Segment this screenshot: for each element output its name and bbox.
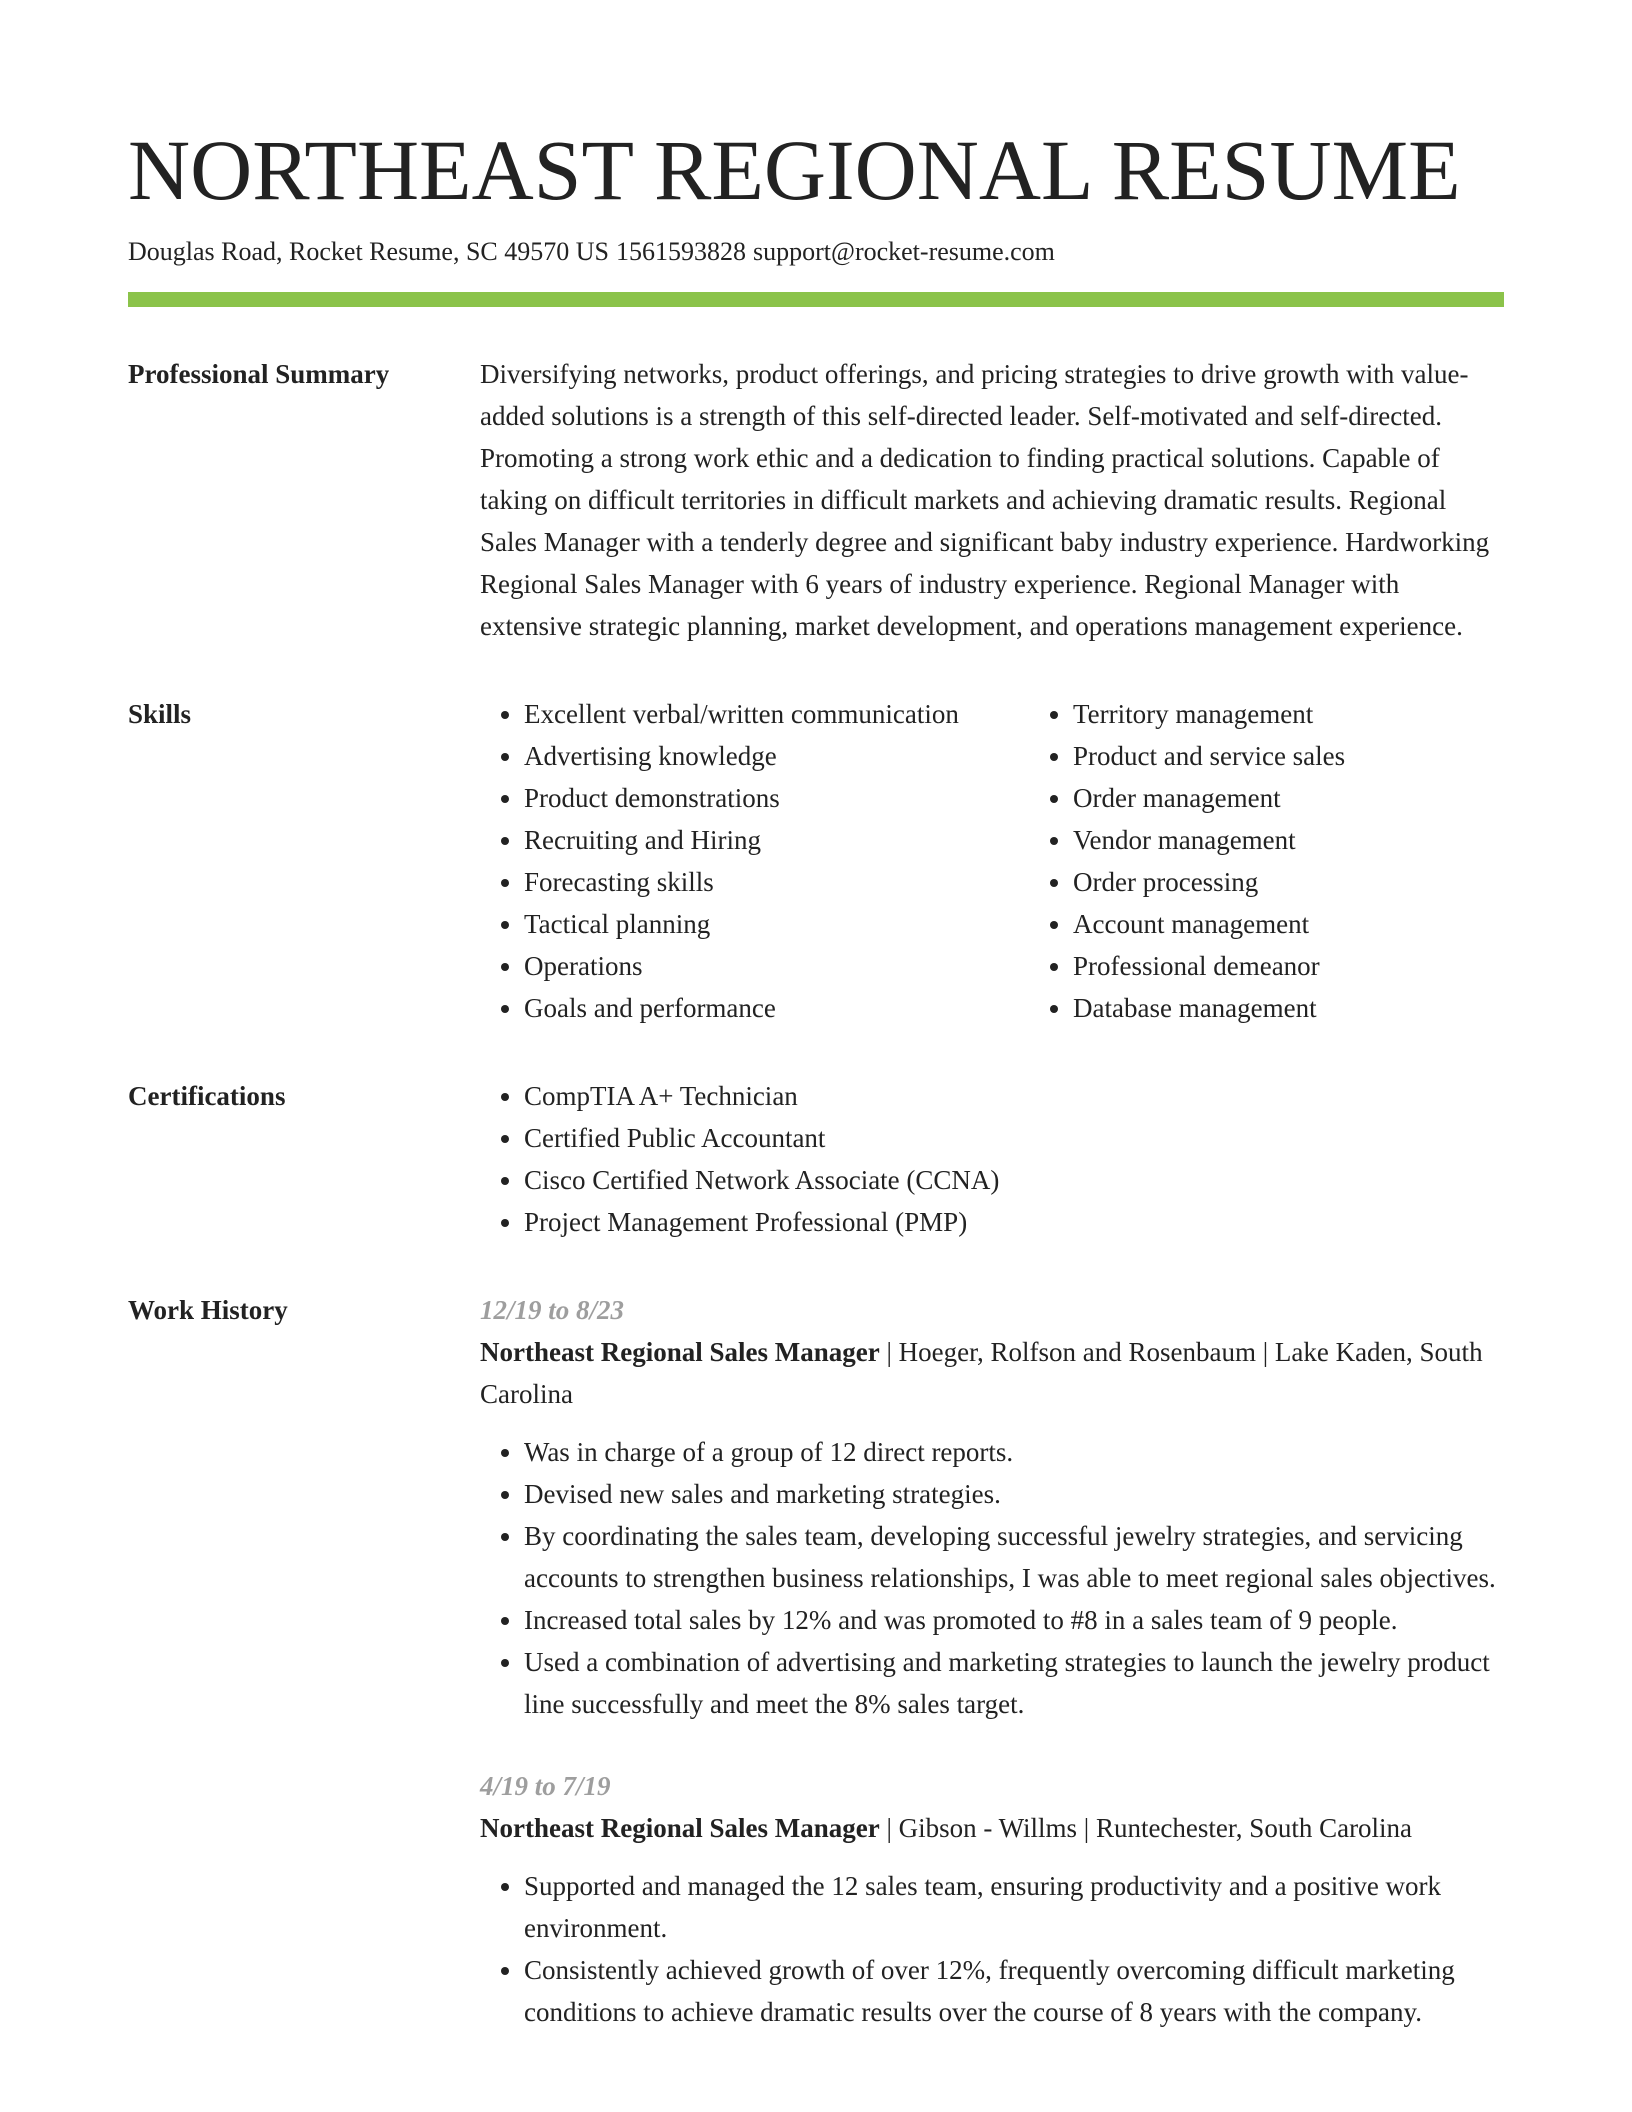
summary-text: Diversifying networks, product offerings, and pricing strategies to drive growth with value-added solutions is a strength of this self-directed leader. Self-motivated and self-directed. Promoting a strong work ethic and a dedication to finding practical solutions. Capable of taking on difficult territories in difficult markets and achieving dramatic results. Regional Sales Manager with a tenderly degree and significant baby industry experience. Hardworking Regional Sales Manager with 6 years of industry experience. Regional Manager with extensive strategic planning, market development, and operations management experience.: [480, 359, 1490, 641]
certifications-body: [480, 1075, 1504, 1243]
job-bullet: • By coordinating the sales team, developing successful jewelry strategies, and servicing accounts to strengthen business relationships, I was able to meet regional sales objectives.: [524, 1515, 1504, 1599]
job-details: | Hoeger, Rolfson and Rosenbaum | Lake Kaden, South Carolina: [480, 1337, 1483, 1409]
certification-item: • Cisco Certified Network Associate (CCNA): [524, 1159, 1504, 1201]
skill-item: • Order processing: [1073, 861, 1504, 903]
job-bullets: [480, 1865, 1504, 2033]
certification-item: • CompTIA A+ Technician: [524, 1075, 1504, 1117]
job-title: Northeast Regional Sales Manager: [480, 1813, 880, 1843]
skill-item: • Territory management: [1073, 693, 1504, 735]
contact-email: support@rocket-resume.com: [753, 237, 1055, 266]
skill-item: • Advertising knowledge: [524, 735, 1029, 777]
job-title: Northeast Regional Sales Manager: [480, 1337, 880, 1367]
summary-body: [480, 353, 1504, 647]
job-dates: 12/19 to 8/23: [480, 1295, 625, 1325]
skill-item: • Tactical planning: [524, 903, 1029, 945]
skill-item: • Excellent verbal/written communication: [524, 693, 1029, 735]
job-entry: [480, 1289, 1504, 1725]
summary-section: [128, 357, 1504, 647]
contact-phone: 1561593828: [616, 237, 746, 266]
resume-name: NORTHEAST REGIONAL RESUME: [128, 122, 1461, 218]
work-history-section: [128, 1293, 1504, 2073]
work-history-label: Work History: [128, 1295, 288, 1325]
summary-label: Professional Summary: [128, 359, 390, 389]
job-heading: [480, 1331, 1504, 1415]
job-bullet: • Supported and managed the 12 sales team, ensuring productivity and a positive work environment.: [524, 1865, 1504, 1949]
contact-line: [128, 234, 1504, 270]
contact-address: Douglas Road, Rocket Resume, SC 49570 US: [128, 237, 609, 266]
skill-item: • Vendor management: [1073, 819, 1504, 861]
certifications-label: Certifications: [128, 1081, 286, 1111]
skills-list-left: [480, 693, 1029, 1029]
certification-item: • Certified Public Accountant: [524, 1117, 1504, 1159]
job-dates: 4/19 to 7/19: [480, 1771, 611, 1801]
skill-item: • Operations: [524, 945, 1029, 987]
skill-item: • Forecasting skills: [524, 861, 1029, 903]
skills-body: [480, 693, 1504, 1029]
skills-section: [128, 697, 1504, 1029]
job-bullets: [480, 1431, 1504, 1725]
certification-item: • Project Management Professional (PMP): [524, 1201, 1504, 1243]
skills-label: Skills: [128, 699, 192, 729]
job-bullet: • Devised new sales and marketing strategies.: [524, 1473, 1504, 1515]
skill-item: • Database management: [1073, 987, 1504, 1029]
skill-item: • Product and service sales: [1073, 735, 1504, 777]
skills-list-right: [1029, 693, 1504, 1029]
job-bullet: • Was in charge of a group of 12 direct reports.: [524, 1431, 1504, 1473]
job-bullet: • Used a combination of advertising and marketing strategies to launch the jewelry product line successfully and meet the 8% sales target.: [524, 1641, 1504, 1725]
skill-item: • Goals and performance: [524, 987, 1029, 1029]
skill-item: • Order management: [1073, 777, 1504, 819]
work-history-body: [480, 1289, 1504, 2073]
header-divider: [128, 292, 1504, 307]
job-heading: [480, 1807, 1504, 1849]
skill-item: • Recruiting and Hiring: [524, 819, 1029, 861]
job-bullet: • Consistently achieved growth of over 12%, frequently overcoming difficult marketing conditions to achieve dramatic results over the course of 8 years with the company.: [524, 1949, 1504, 2033]
certifications-section: [128, 1079, 1504, 1243]
skill-item: • Account management: [1073, 903, 1504, 945]
job-entry: [480, 1765, 1504, 2033]
skill-item: • Product demonstrations: [524, 777, 1029, 819]
job-bullet: • Increased total sales by 12% and was promoted to #8 in a sales team of 9 people.: [524, 1599, 1504, 1641]
certifications-list: [480, 1075, 1504, 1243]
skill-item: • Professional demeanor: [1073, 945, 1504, 987]
job-details: | Gibson - Willms | Runtechester, South Carolina: [879, 1813, 1413, 1843]
